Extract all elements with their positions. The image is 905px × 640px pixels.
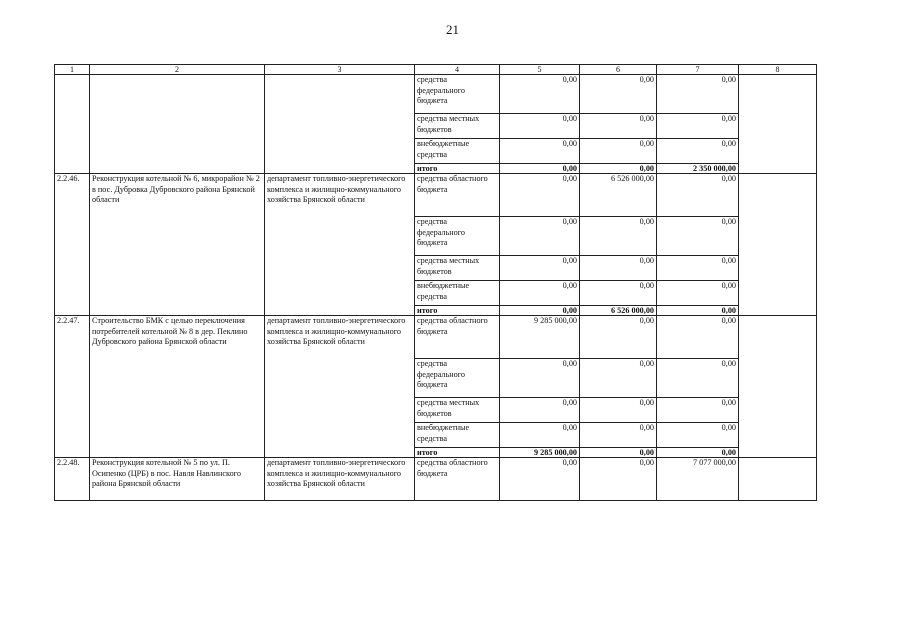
value-col6: 0,00 [580, 164, 657, 174]
table-row [55, 174, 817, 217]
column-header: 8 [739, 65, 817, 75]
column-header: 3 [265, 65, 415, 75]
column-header: 1 [55, 65, 90, 75]
value-col7: 0,00 [657, 316, 739, 359]
funding-source: средства областного бюджета [415, 174, 500, 217]
value-col5: 0,00 [500, 423, 580, 448]
column-header: 7 [657, 65, 739, 75]
value-col5: 0,00 [500, 164, 580, 174]
table-row [55, 75, 817, 114]
funding-source: внебюджетные средства [415, 423, 500, 448]
value-col6: 6 526 000,00 [580, 174, 657, 217]
column-header: 5 [500, 65, 580, 75]
funding-source: средства областного бюджета [415, 458, 500, 501]
value-col7: 0,00 [657, 174, 739, 217]
funding-source: внебюджетные средства [415, 281, 500, 306]
entry-number-cell: 2.2.46. [55, 174, 90, 316]
value-col6: 0,00 [580, 359, 657, 398]
column-header: 4 [415, 65, 500, 75]
funding-source: итого [415, 306, 500, 316]
value-col5: 0,00 [500, 398, 580, 423]
funding-source: средства областного бюджета [415, 316, 500, 359]
value-col5: 9 285 000,00 [500, 316, 580, 359]
funding-source: средства федерального бюджета [415, 217, 500, 256]
value-col6: 6 526 000,00 [580, 306, 657, 316]
value-col7: 0,00 [657, 281, 739, 306]
value-col6: 0,00 [580, 458, 657, 501]
funding-source: средства федерального бюджета [415, 75, 500, 114]
value-col6: 0,00 [580, 448, 657, 458]
value-col6: 0,00 [580, 75, 657, 114]
entry-name-cell: Реконструкция котельной № 6, микрорайон № 2 в пос. Дубровка Дубровского района Брянской области [90, 174, 265, 316]
entry-executor-cell: департамент топливно-энергетического комплекса и жилищно-коммунального хозяйства Брянской области [265, 316, 415, 458]
entry-name-cell: Реконструкция котельной № 5 по ул. П. Осипенко (ЦРБ) в пос. Навля Навлинского района Брянской области [90, 458, 265, 501]
value-col6: 0,00 [580, 114, 657, 139]
value-col6: 0,00 [580, 139, 657, 164]
value-col7: 0,00 [657, 217, 739, 256]
entry-name-cell [90, 75, 265, 174]
value-col7: 0,00 [657, 359, 739, 398]
value-col5: 9 285 000,00 [500, 448, 580, 458]
funding-source: итого [415, 448, 500, 458]
value-col7: 0,00 [657, 306, 739, 316]
col8-cell [739, 174, 817, 316]
value-col7: 7 077 000,00 [657, 458, 739, 501]
value-col5: 0,00 [500, 359, 580, 398]
table-row [55, 316, 817, 359]
value-col5: 0,00 [500, 458, 580, 501]
value-col6: 0,00 [580, 398, 657, 423]
value-col5: 0,00 [500, 174, 580, 217]
value-col5: 0,00 [500, 281, 580, 306]
value-col7: 0,00 [657, 114, 739, 139]
funding-source: средства местных бюджетов [415, 114, 500, 139]
funding-source: итого [415, 164, 500, 174]
entry-name-cell: Строительство БМК с целью переключения потребителей котельной № 8 в дер. Пеклино Дубровского района Брянской области [90, 316, 265, 458]
entry-executor-cell [265, 75, 415, 174]
col8-cell [739, 458, 817, 501]
entry-number-cell [55, 75, 90, 174]
column-header: 2 [90, 65, 265, 75]
entry-executor-cell: департамент топливно-энергетического комплекса и жилищно-коммунального хозяйства Брянской области [265, 458, 415, 501]
value-col5: 0,00 [500, 256, 580, 281]
value-col7: 0,00 [657, 139, 739, 164]
column-header: 6 [580, 65, 657, 75]
col8-cell [739, 316, 817, 458]
value-col7: 0,00 [657, 398, 739, 423]
value-col5: 0,00 [500, 217, 580, 256]
value-col5: 0,00 [500, 139, 580, 164]
col8-cell [739, 75, 817, 174]
value-col7: 0,00 [657, 448, 739, 458]
value-col6: 0,00 [580, 316, 657, 359]
value-col7: 0,00 [657, 256, 739, 281]
table-row [55, 458, 817, 501]
entry-number-cell: 2.2.48. [55, 458, 90, 501]
value-col6: 0,00 [580, 423, 657, 448]
value-col5: 0,00 [500, 114, 580, 139]
value-col7: 0,00 [657, 423, 739, 448]
column-number-row [55, 65, 817, 75]
funding-source: внебюджетные средства [415, 139, 500, 164]
entry-executor-cell: департамент топливно-энергетического комплекса и жилищно-коммунального хозяйства Брянской области [265, 174, 415, 316]
budget-table [54, 64, 817, 501]
page-number: 21 [446, 22, 459, 37]
entry-number-cell: 2.2.47. [55, 316, 90, 458]
value-col7: 0,00 [657, 75, 739, 114]
value-col6: 0,00 [580, 217, 657, 256]
value-col6: 0,00 [580, 281, 657, 306]
value-col5: 0,00 [500, 75, 580, 114]
value-col5: 0,00 [500, 306, 580, 316]
funding-source: средства федерального бюджета [415, 359, 500, 398]
value-col6: 0,00 [580, 256, 657, 281]
value-col7: 2 350 000,00 [657, 164, 739, 174]
funding-source: средства местных бюджетов [415, 256, 500, 281]
funding-source: средства местных бюджетов [415, 398, 500, 423]
